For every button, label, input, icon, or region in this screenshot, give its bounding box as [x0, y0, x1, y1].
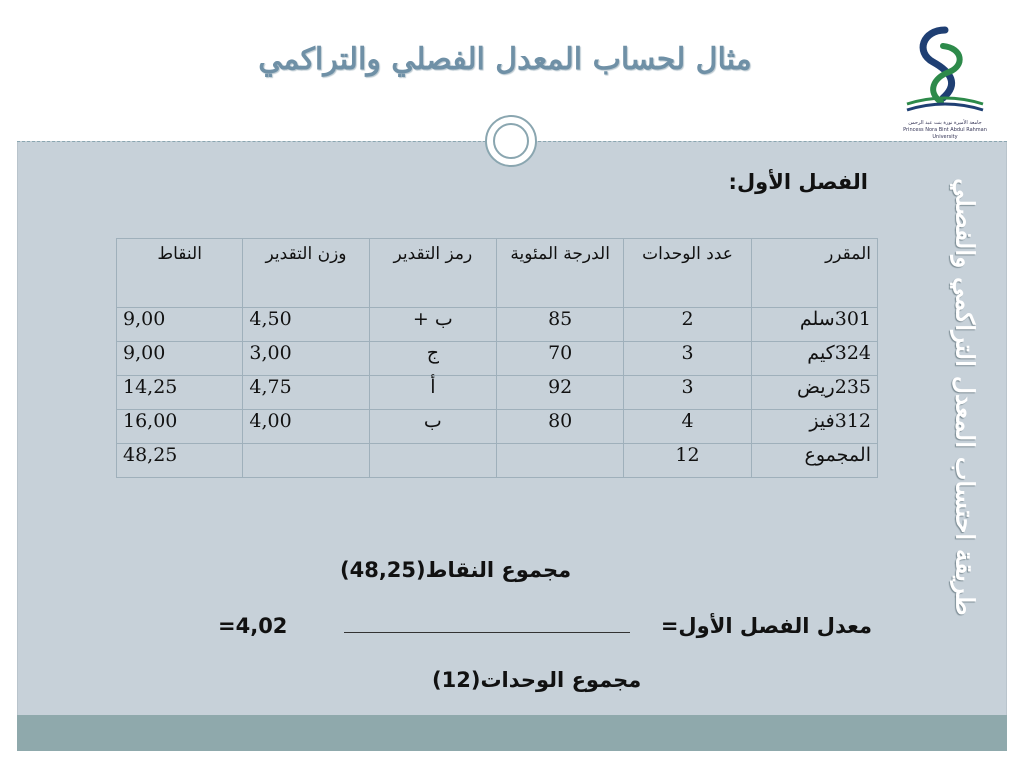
cell-points: 16,00	[117, 410, 243, 444]
side-title-panel	[935, 175, 995, 620]
cell-percentage: 85	[497, 308, 624, 342]
cell-grade-weight: 3,00	[243, 342, 369, 376]
cell-points: 9,00	[117, 308, 243, 342]
cell-course: 312فيز	[751, 410, 877, 444]
cell-points: 9,00	[117, 342, 243, 376]
table-header-row	[117, 239, 878, 308]
cell-percentage: 80	[497, 410, 624, 444]
header-grade-symbol: رمز التقدير	[369, 239, 496, 308]
grades-table	[116, 238, 878, 478]
side-title: طريقة احتساب المعدل التراكمي والفصلي	[950, 178, 980, 616]
semester-label: الفصل الأول:	[728, 170, 868, 194]
cell-empty	[243, 444, 369, 478]
header-percentage: الدرجة المئوية	[497, 239, 624, 308]
cell-total-points: 48,25	[117, 444, 243, 478]
cell-total-units: 12	[624, 444, 751, 478]
table-row	[117, 376, 878, 410]
header-grade-weight: وزن التقدير	[243, 239, 369, 308]
formula-numerator: مجموع النقاط(48,25)	[340, 558, 572, 582]
footer-bar	[17, 715, 1007, 751]
table-total-row	[117, 444, 878, 478]
cell-grade-symbol: ب +	[369, 308, 496, 342]
cell-grade-symbol: أ	[369, 376, 496, 410]
formula-result: 4,02=	[218, 614, 288, 638]
cell-units: 3	[624, 342, 751, 376]
cell-percentage: 92	[497, 376, 624, 410]
cell-percentage: 70	[497, 342, 624, 376]
cell-grade-weight: 4,75	[243, 376, 369, 410]
cell-grade-symbol: ج	[369, 342, 496, 376]
cell-course: 235ريض	[751, 376, 877, 410]
table-row	[117, 308, 878, 342]
table-row	[117, 342, 878, 376]
cell-course: 301سلم	[751, 308, 877, 342]
table-row	[117, 410, 878, 444]
header-circle-ornament	[485, 115, 537, 167]
cell-points: 14,25	[117, 376, 243, 410]
cell-empty	[369, 444, 496, 478]
university-logo-text: جامعة الأميرة نورة بنت عبد الرحمن Princess Nora Bint Abdul Rahman University	[903, 120, 987, 140]
header-course: المقرر	[751, 239, 877, 308]
cell-units: 2	[624, 308, 751, 342]
header-units: عدد الوحدات	[624, 239, 751, 308]
cell-total-label: المجموع	[751, 444, 877, 478]
fraction-line	[344, 632, 630, 633]
cell-units: 4	[624, 410, 751, 444]
cell-course: 324كيم	[751, 342, 877, 376]
cell-grade-weight: 4,50	[243, 308, 369, 342]
cell-empty	[497, 444, 624, 478]
slide-title: مثال لحساب المعدل الفصلي والتراكمي	[258, 42, 752, 77]
formula-denominator: مجموع الوحدات(12)	[432, 668, 642, 692]
cell-grade-weight: 4,00	[243, 410, 369, 444]
cell-units: 3	[624, 376, 751, 410]
header-points: النقاط	[117, 239, 243, 308]
formula-label: معدل الفصل الأول=	[660, 614, 872, 638]
cell-grade-symbol: ب	[369, 410, 496, 444]
